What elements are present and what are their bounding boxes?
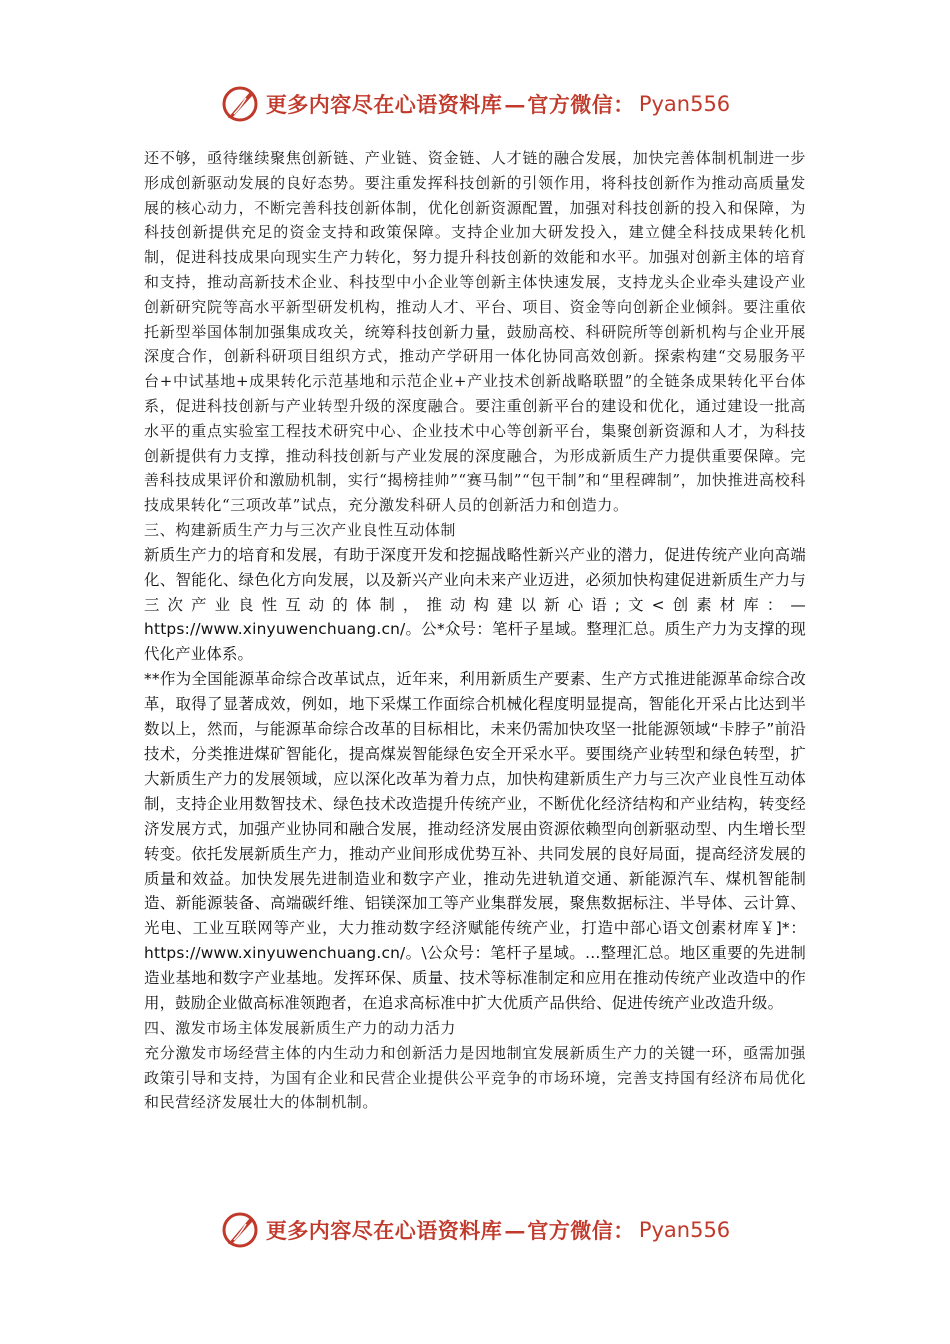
- section-heading-3: 三、构建新质生产力与三次产业良性互动体制: [144, 520, 457, 539]
- paragraph-industry-intro: 新质生产力的培育和发展，有助于深度开发和挖掘战略性新兴产业的潜力，促进传统产业向高端化、智能化、绿色化方向发展，以及新兴产业向未来产业迈进，必须加快构建促进新质生产力与三次产业良性互动的体制，推动构建以新心语;文<创素材库：—https://www.xinyuwenchuang.cn/。公*众号：笔杆子星域。整理汇总。质生产力为支撑的现代化产业体系。: [144, 545, 806, 664]
- document-body: [144, 146, 806, 1115]
- banner-wechat-id: Pyan556: [638, 1218, 731, 1242]
- banner-separator: —: [504, 91, 526, 117]
- footer-banner: [0, 1208, 950, 1252]
- paragraph-market-entities: 充分激发市场经营主体的内生动力和创新活力是因地制宜发展新质生产力的关键一环，亟需加强政策引导和支持，为国有企业和民营企业提供公平竞争的市场环境，完善支持国有经济布局优化和民营经济发展壮大的体制机制。: [144, 1043, 806, 1112]
- section-heading-4: 四、激发市场主体发展新质生产力的动力活力: [144, 1018, 457, 1037]
- banner-title: 更多内容尽在心语资料库: [265, 92, 503, 117]
- quill-logo-icon: [220, 84, 260, 124]
- header-banner: [0, 82, 950, 126]
- quill-logo-icon: [220, 1210, 260, 1250]
- paragraph-innovation: 还不够，亟待继续聚焦创新链、产业链、资金链、人才链的融合发展，加快完善体制机制进一步形成创新驱动发展的良好态势。要注重发挥科技创新的引领作用，将科技创新作为推动高质量发展的核心动力，不断完善科技创新体制，优化创新资源配置，加强对科技创新的投入和保障，为科技创新提供充足的资金支持和政策保障。支持企业加大研发投入，建立健全科技成果转化机制，促进科技成果向现实生产力转化，努力提升科技创新的效能和水平。加强对创新主体的培育和支持，推动高新技术企业、科技型中小企业等创新主体快速发展，支持龙头企业牵头建设产业创新研究院等高水平新型研发机构，推动人才、平台、项目、资金等向创新企业倾斜。要注重依托新型举国体制加强集成攻关，统筹科技创新力量，鼓励高校、科研院所等创新机构与企业开展深度合作，创新科研项目组织方式，推动产学研用一体化协同高效创新。探索构建“交易服务平台+中试基地+成果转化示范基地和示范企业+产业技术创新战略联盟”的全链条成果转化平台体系，促进科技创新与产业转型升级的深度融合。要注重创新平台的建设和优化，通过建设一批高水平的重点实验室工程技术研究中心、企业技术中心等创新平台，集聚创新资源和人才，为科技创新提供有力支撑，推动科技创新与产业发展的深度融合，为形成新质生产力提供重要保障。完善科技成果评价和激励机制，实行“揭榜挂帅”“赛马制”“包干制”和“里程碑制”，加快推进高校科技成果转化“三项改革”试点，充分激发科研人员的创新活力和创造力。: [144, 149, 806, 515]
- banner-wechat-label: 官方微信：: [527, 1218, 635, 1243]
- paragraph-energy-reform: **作为全国能源革命综合改革试点，近年来，利用新质生产要素、生产方式推进能源革命综合改革，取得了显著成效，例如，地下采煤工作面综合机械化程度明显提高，智能化开采占比达到半数以上，然而，与能源革命综合改革的目标相比，未来仍需加快攻坚一批能源领域“卡脖子”前沿技术，分类推进煤矿智能化，提高煤炭智能绿色安全开采水平。要围绕产业转型和绿色转型，扩大新质生产力的发展领域，应以深化改革为着力点，加快构建新质生产力与三次产业良性互动体制，支持企业用数智技术、绿色技术改造提升传统产业，不断优化经济结构和产业结构，转变经济发展方式，加强产业协同和融合发展，推动经济发展由资源依赖型向创新驱动型、内生增长型转变。依托发展新质生产力，推动产业间形成优势互补、共同发展的良好局面，提高经济发展的质量和效益。加快发展先进制造业和数字产业，推动先进轨道交通、新能源汽车、煤机智能制造、新能源装备、高端碳纤维、铝镁深加工等产业集群发展，聚焦数据标注、半导体、云计算、光电、工业互联网等产业，大力推动数字经济赋能传统产业，打造中部心语文创素材库￥]*：https://www.xinyuwenchuang.cn/。\公众号：笔杆子星域。...整理汇总。地区重要的先进制造业基地和数字产业基地。发挥环保、质量、技术等标准制定和应用在推动传统产业改造中的作用，鼓励企业做高标准领跑者，在追求高标准中扩大优质产品供给、促进传统产业改造升级。: [144, 670, 806, 1013]
- banner-wechat-id: Pyan556: [638, 92, 731, 116]
- banner-wechat-label: 官方微信：: [527, 92, 635, 117]
- banner-separator: —: [504, 1217, 526, 1243]
- banner-title: 更多内容尽在心语资料库: [265, 1218, 503, 1243]
